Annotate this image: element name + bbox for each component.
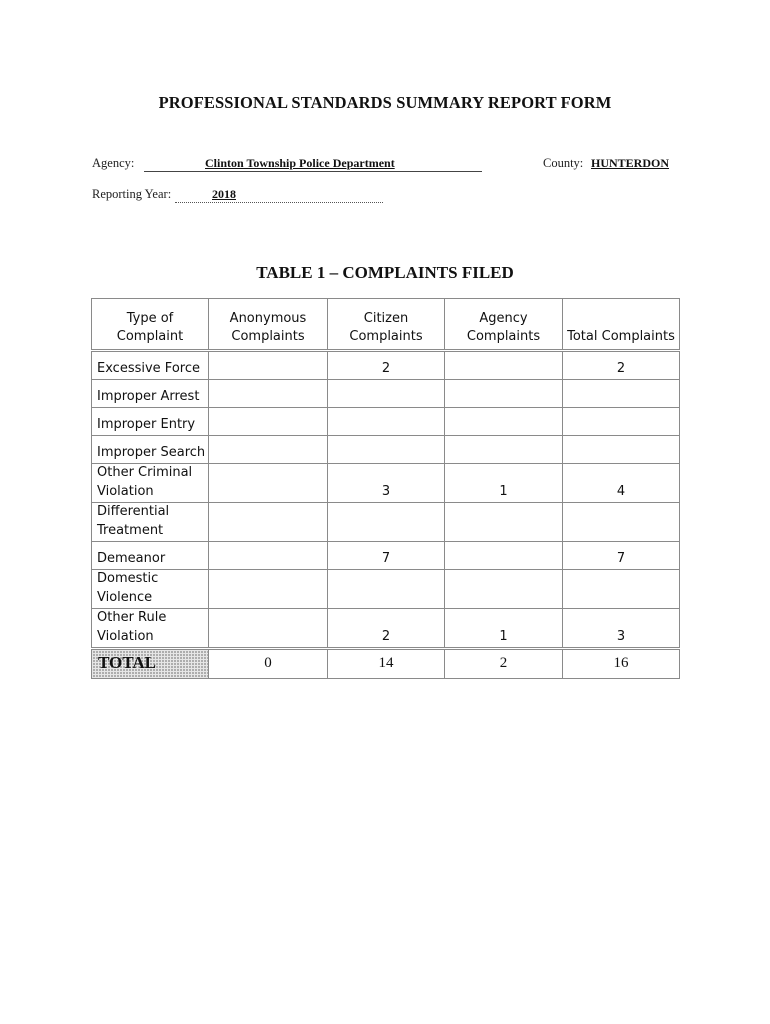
reporting-year-label: Reporting Year: <box>92 187 172 201</box>
citizen-cell[interactable]: 2 <box>328 351 445 380</box>
anonymous-cell[interactable] <box>209 380 328 408</box>
anonymous-cell[interactable] <box>209 570 328 609</box>
row-type-cell: Improper Entry <box>92 408 209 436</box>
table-row <box>92 503 680 542</box>
total-cell[interactable]: 2 <box>563 351 680 380</box>
row-type-cell: Improper Arrest <box>92 380 209 408</box>
reporting-year-value[interactable]: 2018 <box>212 187 236 201</box>
anonymous-cell[interactable] <box>209 609 328 649</box>
anonymous-cell[interactable] <box>209 503 328 542</box>
total-cell[interactable]: 7 <box>563 542 680 570</box>
header-citizen-complaints: Citizen Complaints <box>328 299 445 351</box>
table-row <box>92 570 680 609</box>
row-type-cell: Improper Search <box>92 436 209 464</box>
table-row <box>92 609 680 649</box>
anonymous-cell[interactable] <box>209 464 328 503</box>
row-type-cell: Demeanor <box>92 542 209 570</box>
table-row <box>92 464 680 503</box>
header-total-complaints: Total Complaints <box>563 299 680 351</box>
agency-cell[interactable] <box>445 570 563 609</box>
total-cell[interactable] <box>563 408 680 436</box>
total-cell[interactable] <box>563 503 680 542</box>
row-type-cell: Other Rule Violation <box>92 609 209 649</box>
row-type-cell: Excessive Force <box>92 351 209 380</box>
total-label: TOTAL <box>92 649 209 679</box>
row-type-cell: Differential Treatment <box>92 503 209 542</box>
agency-value[interactable]: Clinton Township Police Department <box>205 156 395 170</box>
header-anonymous-complaints: Anonymous Complaints <box>209 299 328 351</box>
header-type-of-complaint: Type of Complaint <box>92 299 209 351</box>
anonymous-cell[interactable] <box>209 408 328 436</box>
table-row <box>92 408 680 436</box>
agency-cell[interactable] <box>445 436 563 464</box>
county-label: County: <box>543 156 584 170</box>
citizen-cell[interactable] <box>328 503 445 542</box>
table-row <box>92 380 680 408</box>
total-anonymous-cell[interactable]: 0 <box>209 649 328 679</box>
agency-cell[interactable] <box>445 542 563 570</box>
anonymous-cell[interactable] <box>209 351 328 380</box>
agency-cell[interactable]: 1 <box>445 609 563 649</box>
reporting-year-field-line <box>175 188 383 203</box>
citizen-cell[interactable]: 2 <box>328 609 445 649</box>
agency-cell[interactable] <box>445 351 563 380</box>
total-row <box>92 649 680 679</box>
agency-cell[interactable] <box>445 503 563 542</box>
citizen-cell[interactable]: 3 <box>328 464 445 503</box>
citizen-cell[interactable] <box>328 570 445 609</box>
table-title: TABLE 1 – COMPLAINTS FILED <box>256 263 514 282</box>
form-title: PROFESSIONAL STANDARDS SUMMARY REPORT FORM <box>158 93 612 112</box>
agency-cell[interactable] <box>445 408 563 436</box>
total-agency-cell[interactable]: 2 <box>445 649 563 679</box>
header-agency-complaints: Agency Complaints <box>445 299 563 351</box>
citizen-cell[interactable]: 7 <box>328 542 445 570</box>
total-cell[interactable] <box>563 570 680 609</box>
table-row <box>92 436 680 464</box>
total-cell[interactable]: 3 <box>563 609 680 649</box>
grand-total-cell[interactable]: 16 <box>563 649 680 679</box>
row-type-cell: Domestic Violence <box>92 570 209 609</box>
agency-label: Agency: <box>92 156 135 170</box>
table-header-row <box>92 299 680 351</box>
anonymous-cell[interactable] <box>209 542 328 570</box>
county-value[interactable]: HUNTERDON <box>591 156 670 170</box>
row-type-cell: Other Criminal Violation <box>92 464 209 503</box>
total-citizen-cell[interactable]: 14 <box>328 649 445 679</box>
table-row <box>92 351 680 380</box>
anonymous-cell[interactable] <box>209 436 328 464</box>
citizen-cell[interactable] <box>328 436 445 464</box>
table-row <box>92 542 680 570</box>
citizen-cell[interactable] <box>328 408 445 436</box>
total-cell[interactable]: 4 <box>563 464 680 503</box>
citizen-cell[interactable] <box>328 380 445 408</box>
agency-cell[interactable]: 1 <box>445 464 563 503</box>
agency-cell[interactable] <box>445 380 563 408</box>
total-cell[interactable] <box>563 436 680 464</box>
complaints-table <box>91 298 680 679</box>
total-cell[interactable] <box>563 380 680 408</box>
